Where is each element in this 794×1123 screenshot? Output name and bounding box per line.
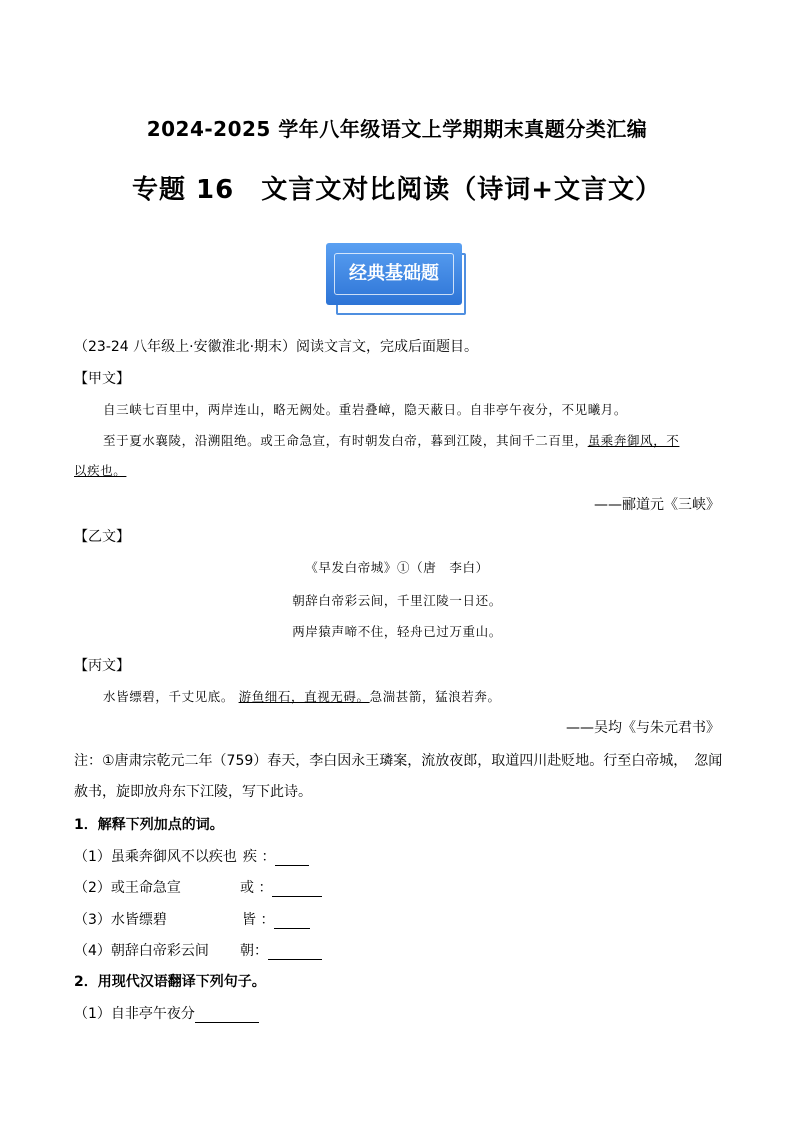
jia-line-2: [103, 431, 679, 449]
bing-text-b: 急湍甚箭，猛浪若奔。: [369, 689, 501, 704]
jia-line-2-text: 至于夏水襄陵，沿溯阻绝。或王命急宣，有时朝发白帝，暮到江陵，其间千二百里，: [103, 433, 588, 448]
yi-heading: 【乙文】: [74, 529, 130, 545]
bing-heading: 【丙文】: [74, 658, 130, 674]
section-badge: [326, 243, 468, 321]
q1-item-3: （3）水皆缥碧: [74, 912, 167, 928]
q1-item-2-word-label: 或 ：: [240, 880, 273, 896]
bing-source: ——吴均《与朱元君书》: [566, 720, 720, 736]
bing-text-a: 水皆缥碧，千丈见底。: [103, 689, 235, 704]
answer-blank[interactable]: [272, 882, 322, 897]
note-line-1: 注：①唐肃宗乾元二年（759）春天，李白因永王璘案，流放夜郎，取道四川赴贬地。行至白帝城， 忽闻: [74, 753, 723, 769]
q2-item-1: [74, 1003, 259, 1023]
q2-item-1-text: （1）自非亭午夜分: [74, 1006, 195, 1022]
bing-text: [103, 687, 501, 705]
jia-heading: 【甲文】: [74, 371, 130, 387]
jia-source: ——郦道元《三峡》: [594, 497, 720, 513]
poem-line-1: 朝辞白帝彩云间，千里江陵一日还。: [292, 593, 502, 608]
note-line-2: 赦书，旋即放舟东下江陵，写下此诗。: [74, 784, 312, 800]
answer-blank[interactable]: [275, 851, 309, 866]
jia-line-3: 以疾也。: [74, 463, 127, 478]
jia-underlined-sentence: 虽乘奔御风，不: [587, 433, 680, 448]
answer-blank[interactable]: [268, 945, 322, 960]
q1-item-2-word: [240, 877, 322, 897]
poem-line-2: 两岸猿声啼不住，轻舟已过万重山。: [292, 624, 502, 639]
answer-blank[interactable]: [195, 1008, 259, 1023]
bing-underlined-sentence: 游鱼细石，直视无碍。: [238, 689, 370, 704]
question-1-prompt: 1．解释下列加点的词。: [74, 817, 224, 833]
q1-item-1-word-label: 疾 ：: [243, 849, 276, 865]
answer-blank[interactable]: [274, 914, 310, 929]
jia-line-1: 自三峡七百里中，两岸连山，略无阙处。重岩叠嶂，隐天蔽日。自非亭午夜分，不见曦月。: [103, 402, 628, 417]
q1-item-4: （4）朝辞白帝彩云间: [74, 943, 209, 959]
poem-title: 《早发白帝城》①（唐 李白）: [305, 560, 489, 575]
q1-item-3-word-label: 皆 ：: [242, 912, 275, 928]
q1-item-1-word: [243, 846, 309, 866]
q1-item-4-word-label: 朝：: [240, 943, 268, 959]
badge-box: [326, 243, 462, 305]
question-2-prompt: 2．用现代汉语翻译下列句子。: [74, 974, 266, 990]
q1-item-4-word: [240, 940, 322, 960]
page-title: 2024-2025 学年八年级语文上学期期末真题分类汇编: [146, 117, 648, 141]
q1-item-3-word: [242, 909, 310, 929]
q1-item-1: （1）虽乘奔御风不以疾也: [74, 849, 237, 865]
q1-item-2: （2）或王命急宣: [74, 880, 181, 896]
badge-label: 经典基础题: [349, 263, 439, 284]
intro-text: （23-24 八年级上·安徽淮北·期末）阅读文言文，完成后面题目。: [74, 339, 479, 355]
topic-title: 专题 16 文言文对比阅读（诗词+文言文）: [131, 175, 663, 205]
